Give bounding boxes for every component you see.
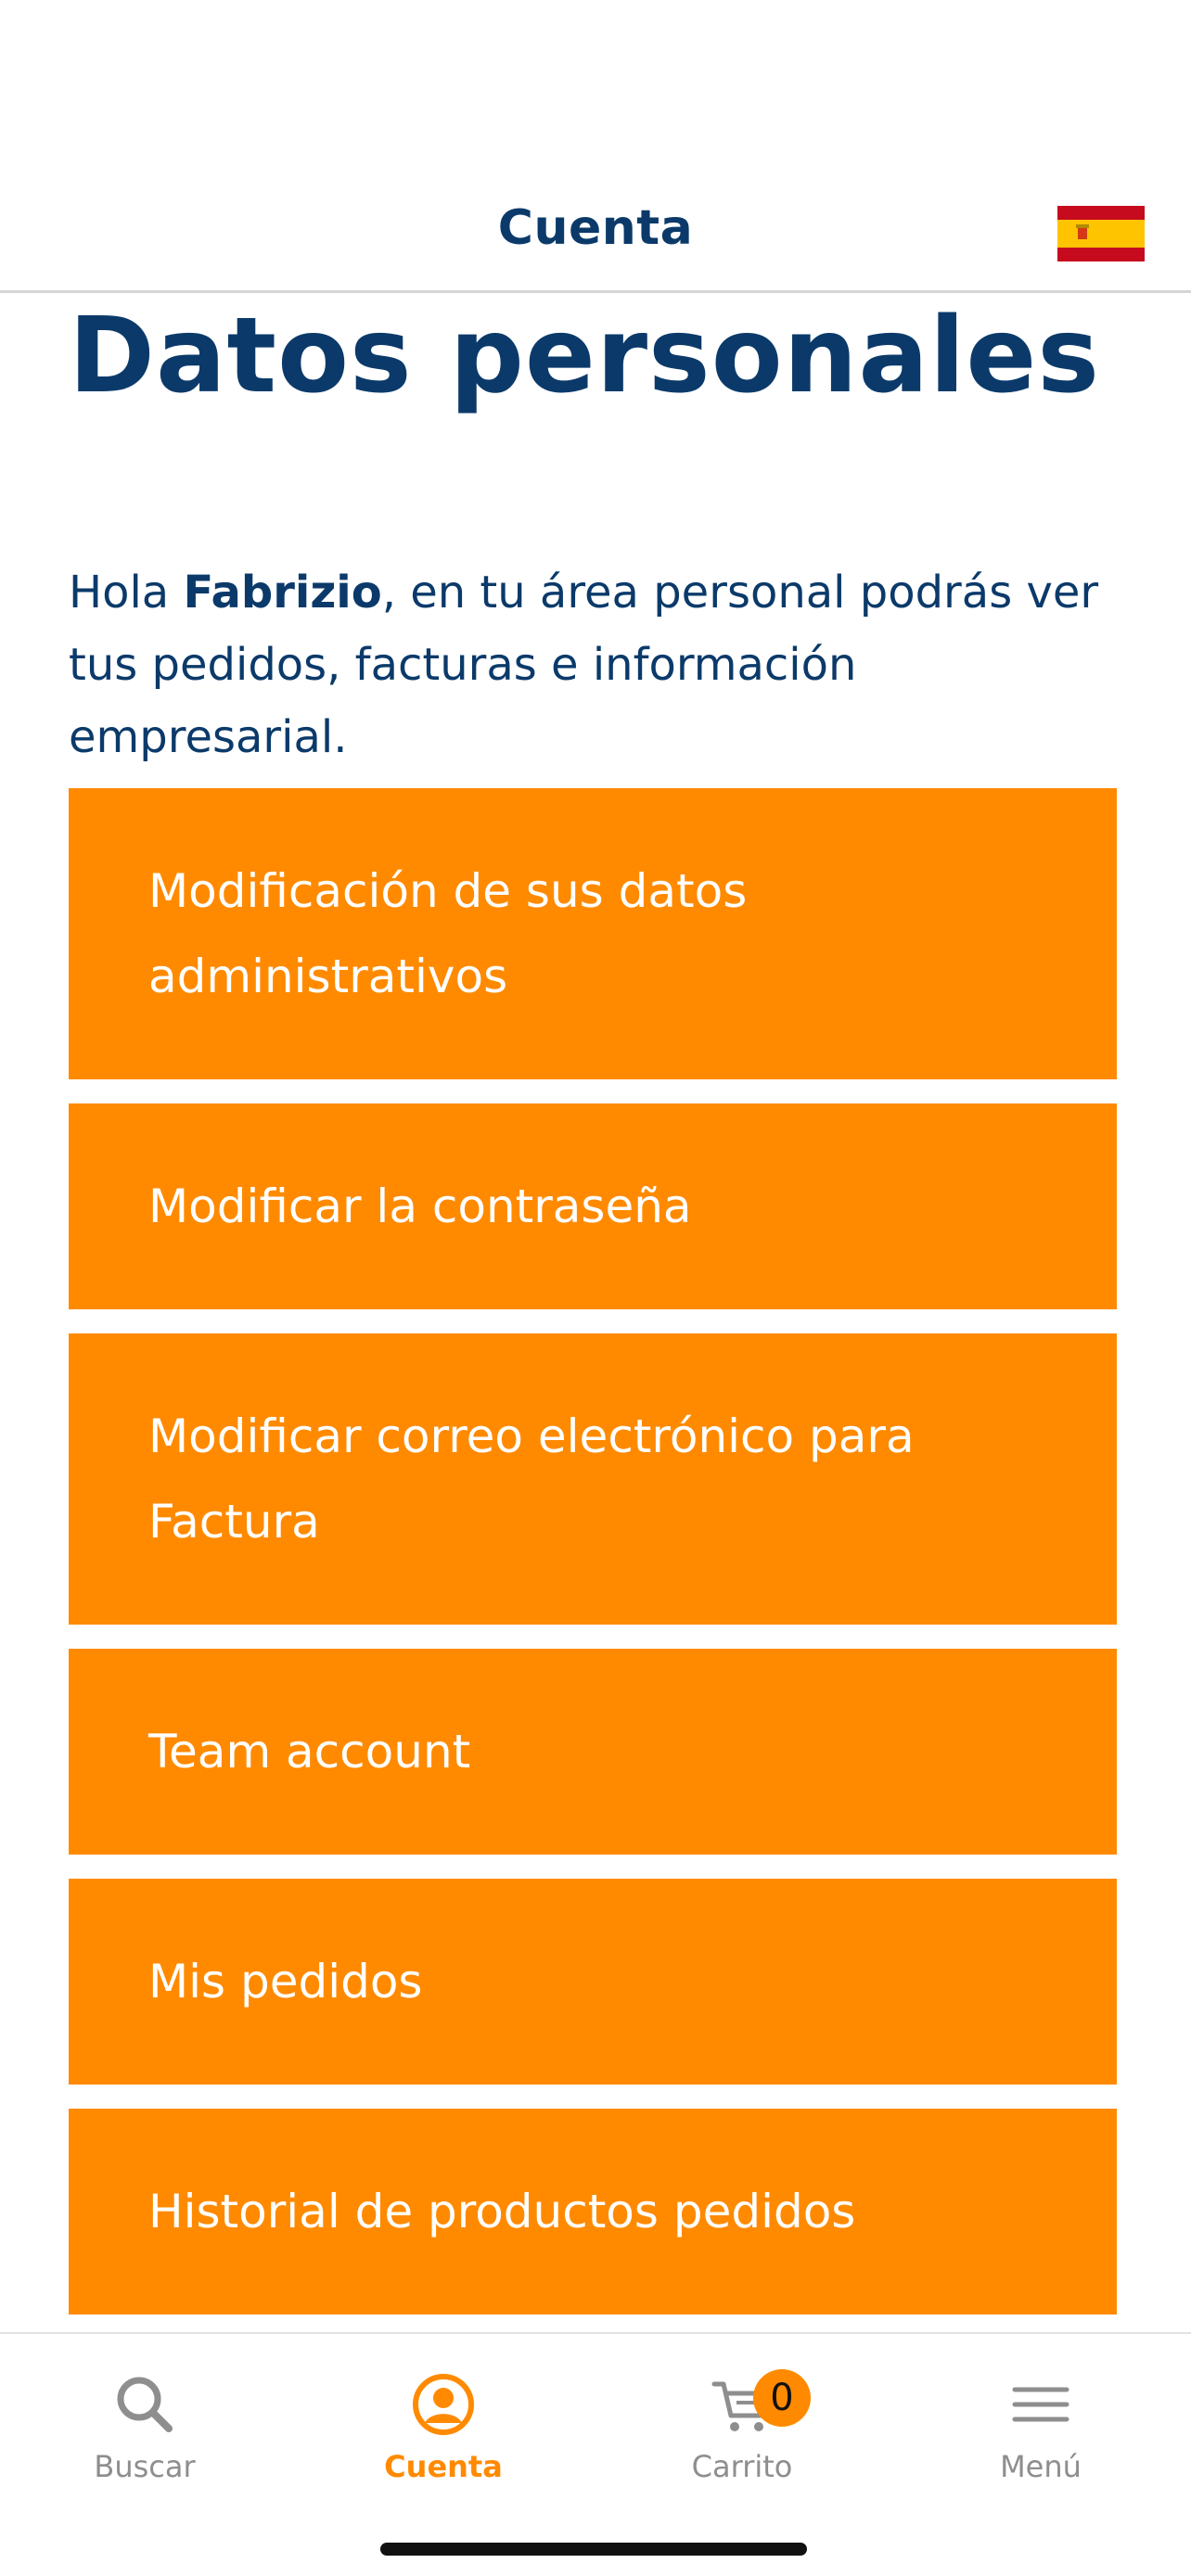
- my-orders-button[interactable]: Mis pedidos: [69, 1879, 1117, 2085]
- main-content: [69, 293, 1119, 2238]
- team-account-button[interactable]: Team account: [69, 1649, 1117, 1855]
- account-icon: [410, 2371, 477, 2438]
- tab-label-carrito: Carrito: [691, 2449, 793, 2484]
- tab-label-buscar: Buscar: [94, 2449, 196, 2484]
- tab-buscar[interactable]: [33, 2371, 256, 2484]
- greeting-prefix: Hola: [69, 567, 184, 618]
- cart-count-badge: 0: [753, 2369, 811, 2427]
- edit-invoice-email-button[interactable]: Modificar correo electrónico para Factura: [69, 1333, 1117, 1625]
- hamburger-menu-icon: [1007, 2371, 1074, 2438]
- tab-label-cuenta: Cuenta: [384, 2449, 503, 2484]
- page-title: Datos personales: [69, 296, 1100, 416]
- search-icon: [111, 2371, 178, 2438]
- header-title: Cuenta: [497, 200, 694, 256]
- spain-flag-icon[interactable]: [1057, 206, 1145, 261]
- account-menu: [69, 788, 1119, 2339]
- edit-admin-data-button[interactable]: Modificación de sus datos administrativos: [69, 788, 1117, 1079]
- greeting-text: [69, 556, 1119, 773]
- order-history-button[interactable]: Historial de productos pedidos: [69, 2109, 1117, 2315]
- tab-label-menu: Menú: [1000, 2449, 1082, 2484]
- top-header: [0, 0, 1191, 293]
- tab-menu[interactable]: [929, 2371, 1152, 2484]
- greeting-suffix: , en tu área personal podrás ver tus pedidos, facturas e información empresarial.: [69, 567, 1099, 763]
- bottom-tab-bar: [0, 2332, 1191, 2576]
- tab-cuenta[interactable]: [332, 2371, 555, 2484]
- tab-carrito[interactable]: [631, 2371, 853, 2484]
- home-indicator[interactable]: [380, 2543, 807, 2556]
- change-password-button[interactable]: Modificar la contraseña: [69, 1103, 1117, 1309]
- user-name: Fabrizio: [183, 567, 382, 618]
